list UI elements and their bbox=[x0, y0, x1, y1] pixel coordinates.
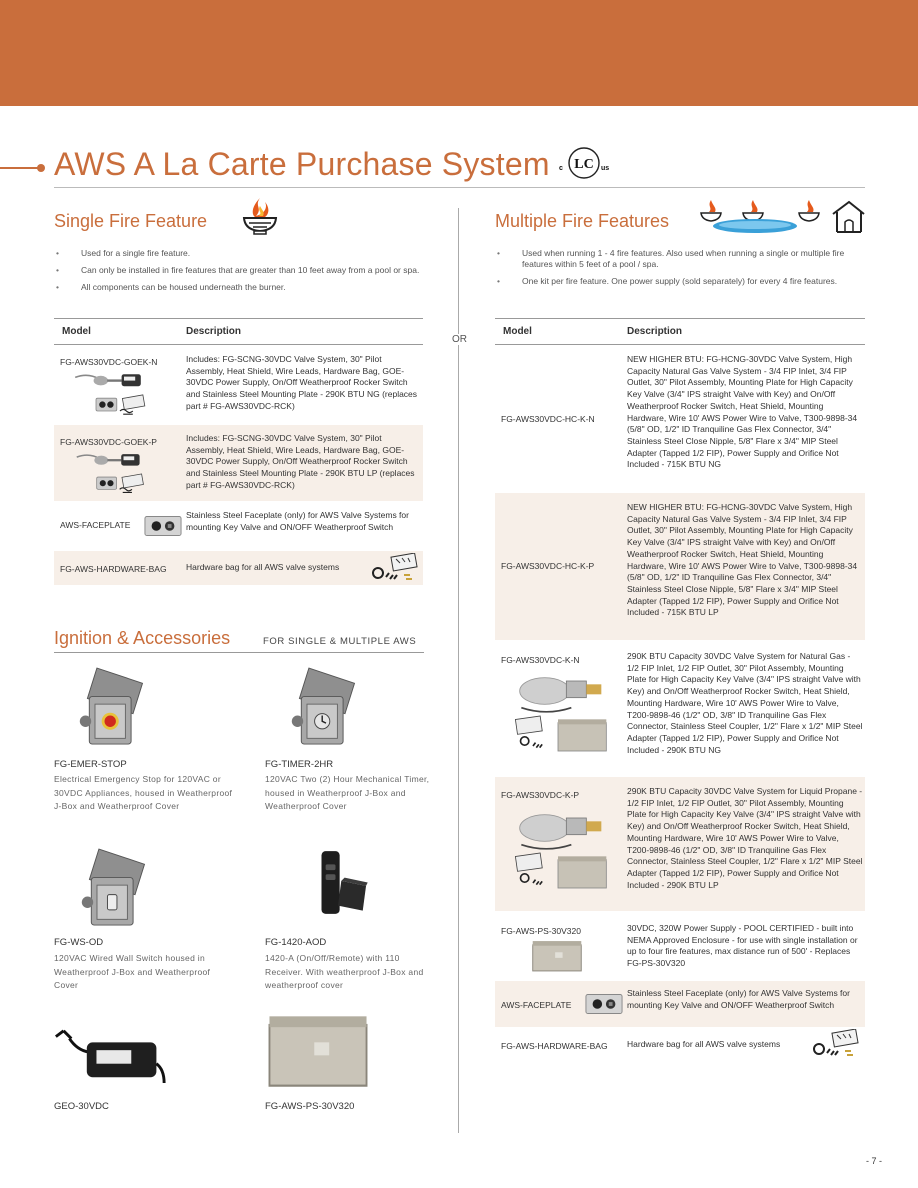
accessory-description: 1420-A (On/Off/Remote) with 110 Receiver. With weatherproof J-Box and weatherproof cover bbox=[265, 953, 424, 990]
description-cell: Includes: FG-SCNG-30VDC Valve System, 30" Pilot Assembly, Heat Shield, Wire Leads, Hardware Bag, GOE-30VDC Power Supply, On/Off Weatherproof Rocker Switch and Stainless Steel Mounting Plate - 290K BTU NG (replaces part # FG-AWS30VDC-RCK) bbox=[186, 354, 418, 411]
page-title: AWS A La Carte Purchase System bbox=[54, 146, 550, 182]
model-cell: FG-AWS30VDC-GOEK-P bbox=[60, 437, 157, 447]
fire-bowl-icon bbox=[241, 196, 279, 236]
table-row bbox=[54, 345, 423, 425]
or-separator: OR bbox=[452, 334, 467, 345]
list-item: • Used when running 1 - 4 fire features. Also used when running a single or multiple fire features within 5 feet of a pool / spa. bbox=[495, 248, 867, 270]
header-band bbox=[0, 0, 918, 106]
single-table bbox=[54, 318, 423, 585]
description-cell: 290K BTU Capacity 30VDC Valve System for Liquid Propane - 1/2 FIP Inlet, 1/2 FIP Outlet, 30" Pilot Assembly, Mounting Plate for High Capacity Key Valve (3/4" IPS straight Valve with Key) and On/Off Weatherproof Rocker Switch, Heat Shield, Mounting Hardware, Wire 10' AWS Power Wire to Valve, T200-9898-46 (1/2" OD, 3/8" ID Tranquiline Gas Flex Connector, Stainless Steel Coupler, 1/2" Flare x 1/2" MIP Steel Adapter (Tapped 1/2 FIP), Power Supply and Orifice Not Included - 290K BTU LP bbox=[627, 786, 863, 890]
accessory-description: 120VAC Two (2) Hour Mechanical Timer, housed in Weatherproof J-Box and Weatherproof Cover bbox=[265, 774, 430, 811]
power-supply-image bbox=[262, 1012, 374, 1090]
table-header bbox=[54, 318, 423, 345]
description-column-header: Description bbox=[627, 326, 683, 337]
description-column-header: Description bbox=[186, 326, 242, 337]
model-cell: FG-AWS30VDC-K-P bbox=[501, 790, 580, 800]
clc-certification-icon bbox=[553, 144, 613, 182]
model-cell: AWS-FACEPLATE bbox=[501, 1000, 572, 1010]
pool-fire-features-icon bbox=[693, 196, 865, 236]
ignition-underline bbox=[54, 652, 424, 653]
accessory-description: 120VAC Wired Wall Switch housed in Weatherproof J-Box and Weatherproof Cover bbox=[54, 953, 211, 990]
multiple-bullet-list bbox=[495, 248, 867, 293]
list-item: • Can only be installed in fire features that are greater than 10 feet away from a pool or spa. bbox=[54, 265, 424, 276]
accessory-description: Electrical Emergency Stop for 120VAC or 30VDC Appliances, housed in Weatherproof J-Box and Weatherproof Cover bbox=[54, 774, 233, 811]
accessory-name: GEO-30VDC bbox=[54, 1101, 109, 1112]
cert-left-text: c bbox=[559, 165, 563, 172]
description-cell: 290K BTU Capacity 30VDC Valve System for Natural Gas - 1/2 FIP Inlet, 1/2 FIP Outlet, 30" Pilot Assembly, Mounting Plate for High Capacity Key Valve (3/4" IPS straight Valve with Key) and On/Off Weatherproof Rocker Switch, Heat Shield, Mounting Hardware, Wire 10' AWS Power Wire to Valve, T200-9898-46 (1/2" OD, 3/8" ID Tranquiline Gas Flex Connector, Stainless Steel Coupler, 1/2" Flare x 1/2" MIP Steel Adapter (Tapped 1/2 FIP), Power Supply and Orifice Not Included - 290K BTU NG bbox=[627, 651, 863, 755]
power-adapter-image bbox=[52, 1020, 168, 1090]
table-header bbox=[495, 318, 865, 345]
table-row bbox=[495, 345, 865, 493]
valve-kit-image bbox=[513, 811, 613, 895]
table-row bbox=[495, 777, 865, 911]
table-row bbox=[495, 640, 865, 777]
model-cell: FG-AWS30VDC-HC-K-N bbox=[501, 414, 595, 424]
model-cell: FG-AWS30VDC-GOEK-N bbox=[60, 357, 158, 367]
model-cell: AWS-FACEPLATE bbox=[60, 520, 131, 530]
accessory-name: FG-EMER-STOP bbox=[54, 759, 127, 770]
valve-system-image bbox=[66, 371, 158, 419]
model-cell: FG-AWS-HARDWARE-BAG bbox=[60, 564, 167, 574]
model-cell: FG-AWS-HARDWARE-BAG bbox=[501, 1041, 608, 1051]
title-bullet-dot bbox=[37, 164, 45, 172]
list-item: • All components can be housed underneath the burner. bbox=[54, 282, 424, 293]
hardware-bag-image bbox=[370, 553, 420, 583]
faceplate-image bbox=[144, 515, 182, 537]
table-row bbox=[495, 981, 865, 1027]
table-row bbox=[495, 493, 865, 640]
model-cell: FG-AWS30VDC-K-N bbox=[501, 655, 580, 665]
multiple-table bbox=[495, 318, 865, 1063]
accessory-name: FG-TIMER-2HR bbox=[265, 759, 334, 770]
description-cell: NEW HIGHER BTU: FG-HCNG-30VDC Valve System, High Capacity Natural Gas Valve System - 3/4 FIP Inlet, 3/4 FIP Outlet, 30" Pilot Assembly, Mounting Plate for High Capacity Key Valve (3/4" IPS straight Valve with Key) and On/Off Weatherproof Rocker Switch, Heat Shield, Mounting Hardware, Wire 10' AWS Power Wire to Valve, T300-9898-34 (5/8" OD, 1/2" ID Tranquiline Gas Flex Connector, 3/4" Stainless Steel Close Nipple, 5/8" Flare x 3/4" MIP Steel Adapter (Tapped 1/2 FIP), Power Supply and Orifice Not Included - 715K BTU NG bbox=[627, 354, 858, 470]
hardware-bag-image bbox=[811, 1029, 861, 1059]
wall-switch-image bbox=[78, 845, 154, 931]
table-row bbox=[495, 911, 865, 981]
table-row bbox=[495, 1027, 865, 1063]
valve-kit-image bbox=[513, 674, 613, 758]
model-cell: FG-AWS-PS-30V320 bbox=[501, 926, 581, 936]
column-divider bbox=[458, 208, 459, 1133]
accessory-name: FG-WS-OD bbox=[54, 937, 104, 948]
accessory-name: FG-1420-AOD bbox=[265, 937, 327, 948]
description-cell: Stainless Steel Faceplate (only) for AWS Valve Systems for mounting Key Valve and ON/OFF Weatherproof Switch bbox=[186, 510, 409, 532]
description-cell: Hardware bag for all AWS valve systems bbox=[627, 1039, 781, 1049]
single-section-title: Single Fire Feature bbox=[54, 211, 208, 231]
cert-main-text: LC bbox=[574, 157, 594, 172]
list-item: • Used for a single fire feature. bbox=[54, 248, 424, 259]
ignition-section-title: Ignition & Accessories bbox=[54, 628, 231, 648]
list-item: • One kit per fire feature. One power supply (sold separately) for every 4 fire features. bbox=[495, 276, 867, 287]
faceplate-image bbox=[585, 993, 623, 1015]
ignition-section-subtitle: FOR SINGLE & MULTIPLE AWS bbox=[263, 636, 417, 647]
page-header bbox=[0, 138, 918, 190]
description-cell: NEW HIGHER BTU: FG-HCNG-30VDC Valve System, High Capacity Natural Gas Valve System - 3/4 FIP Inlet, 3/4 FIP Outlet, 30" Pilot Assembly, Mounting Plate for High Capacity Key Valve (3/4" IPS straight Valve with Key) and On/Off Weatherproof Rocker Switch, Heat Shield, Mounting Hardware, Wire 10' AWS Power Wire to Valve, T300-9898-34 (5/8" OD, 1/2" ID Tranquiline Gas Flex Connector, 3/4" Stainless Steel Close Nipple, 5/8" Flare x 3/4" MIP Steel Adapter (Tapped 1/2 FIP), Power Supply and Orifice Not Included - 715K BTU LP bbox=[627, 502, 858, 618]
emergency-stop-image bbox=[76, 664, 152, 750]
single-bullet-list bbox=[54, 248, 424, 299]
accessory-name: FG-AWS-PS-30V320 bbox=[265, 1101, 355, 1112]
model-column-header: Model bbox=[62, 326, 91, 337]
model-cell: FG-AWS30VDC-HC-K-P bbox=[501, 561, 595, 571]
description-cell: Hardware bag for all AWS valve systems bbox=[186, 562, 340, 572]
title-underline bbox=[54, 187, 865, 188]
table-row bbox=[54, 501, 423, 551]
remote-receiver-image bbox=[305, 846, 371, 924]
table-row bbox=[54, 551, 423, 585]
table-row bbox=[54, 425, 423, 501]
page-number: - 7 - bbox=[866, 1156, 883, 1166]
model-column-header: Model bbox=[503, 326, 532, 337]
description-cell: Stainless Steel Faceplate (only) for AWS Valve Systems for mounting Key Valve and ON/OFF Weatherproof Switch bbox=[627, 988, 850, 1010]
title-rule bbox=[0, 167, 38, 169]
multiple-section-title: Multiple Fire Features bbox=[495, 211, 670, 231]
valve-system-image bbox=[66, 451, 158, 497]
cert-right-text: us bbox=[601, 165, 610, 172]
description-cell: 30VDC, 320W Power Supply - POOL CERTIFIED - built into NEMA Approved Enclosure - for use with single installation or up to four fire features, max distance run of 500' - Replaces FG-PS-30V320 bbox=[627, 923, 858, 969]
timer-image bbox=[288, 664, 364, 750]
description-cell: Includes: FG-SCNG-30VDC Valve System, 30" Pilot Assembly, Heat Shield, Wire Leads, Hardware Bag, GOE-30VDC Power Supply, On/Off Weatherproof Rocker Switch and Stainless Steel Mounting Plate - 290K BTU LP (replaces part # FG-AWS30VDC-RCK) bbox=[186, 433, 415, 490]
power-supply-image bbox=[529, 939, 585, 973]
